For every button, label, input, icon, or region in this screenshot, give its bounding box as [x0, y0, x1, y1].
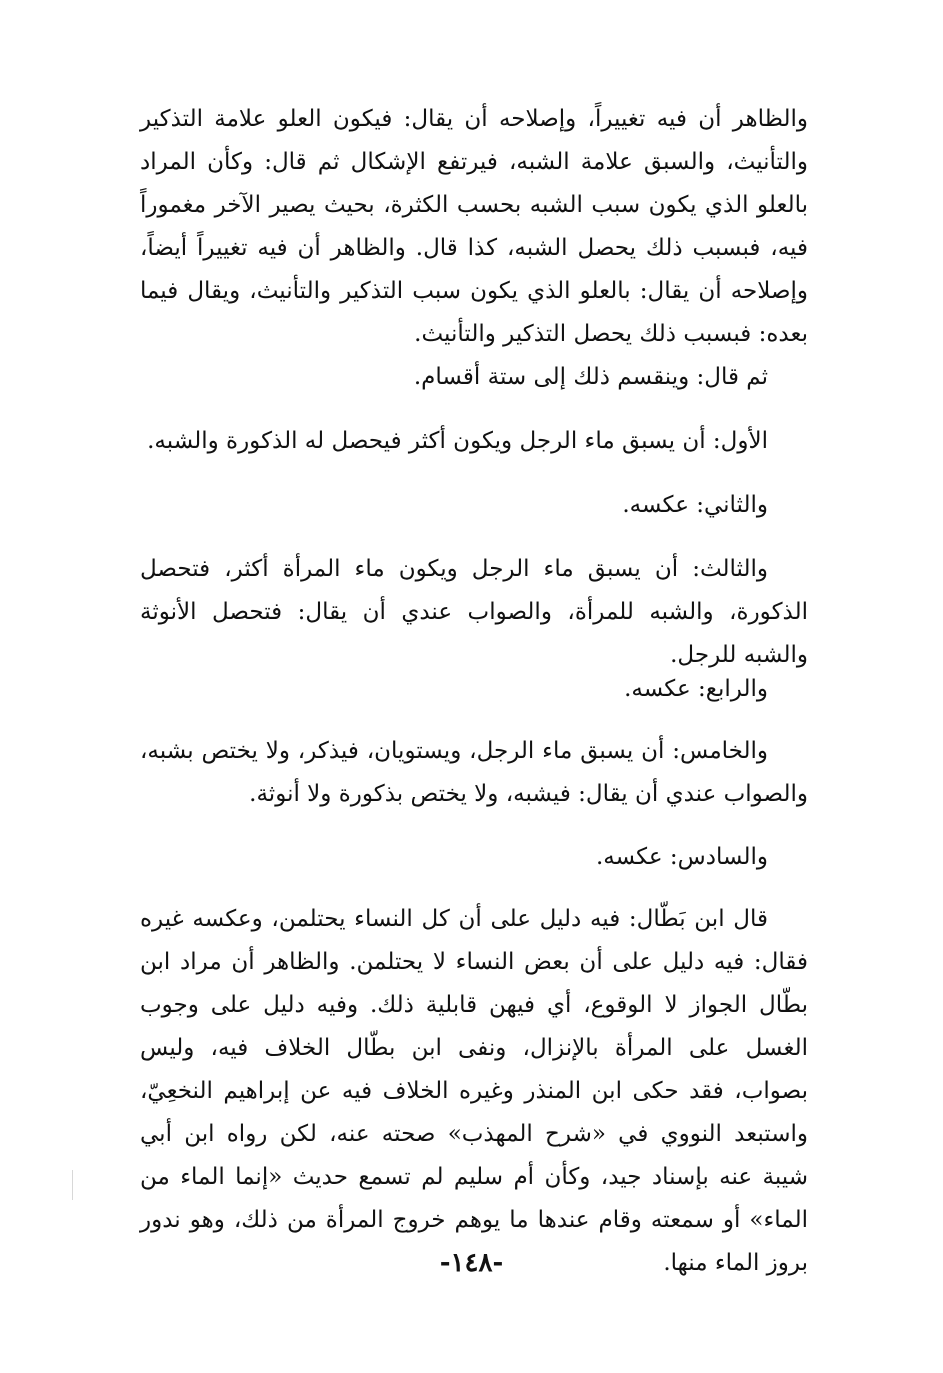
paragraph-fifth: والخامس: أن يسبق ماء الرجل، ويستويان، فيذكر، ولا يختص بشبه، والصواب عندي أن يقال: فيشبه، ولا يختص بذكورة ولا أنوثة. — [140, 738, 808, 807]
scan-edge-mark — [72, 1170, 73, 1200]
paragraph-sixth: والسادس: عكسه. — [596, 844, 768, 870]
paragraph-ibn-battal: قال ابن بَطّال: فيه دليل على أن كل النساء يحتلمن، وعكسه غيره فقال: فيه دليل على أن بعض النساء لا يحتلمن. والظاهر أن مراد ابن بطّال الجواز لا الوقوع، أي فيهن قابلية ذلك. وفيه دليل على وجوب الغسل على المرأة بالإنزال، ونفى ابن بطّال الخلاف فيه، وليس بصواب، فقد حكى ابن المنذر وغيره الخلاف فيه عن إبراهيم النخعِيّ، واستبعد النووي في «شرح المهذب» صحته عنه، لكن رواه ابن أبي شيبة عنه بإسناد جيد، وكأن أم سليم لم تسمع حديث «إنما الماء من الماء» أو سمعته وقام عندها ما يوهم خروج المرأة من ذلك، وهو ندور بروز الماء منها. — [140, 906, 808, 1276]
paragraph-six-divisions: ثم قال: وينقسم ذلك إلى ستة أقسام. — [413, 364, 768, 390]
paragraph-first: الأول: أن يسبق ماء الرجل ويكون أكثر فيحصل له الذكورة والشبه. — [147, 428, 768, 454]
page-number: -١٤٨- — [439, 1248, 504, 1278]
paragraph-second: والثاني: عكسه. — [622, 492, 768, 518]
paragraph-third: والثالث: أن يسبق ماء الرجل ويكون ماء المرأة أكثر، فتحصل الذكورة، والشبه للمرأة، والصواب عندي أن يقال: فتحصل الأنوثة والشبه للرجل. — [140, 556, 808, 668]
paragraph-fourth: والرابع: عكسه. — [624, 676, 768, 702]
paragraph-intro: والظاهر أن فيه تغييراً، وإصلاحه أن يقال: فيكون العلو علامة التذكير والتأنيث، والسبق علامة الشبه، فيرتفع الإشكال ثم قال: وكأن المراد بالعلو الذي يكون سبب الشبه بحسب الكثرة، بحيث يصير الآخر مغموراً فيه، فبسبب ذلك يحصل الشبه، كذا قال. والظاهر أن فيه تغييراً أيضاً، وإصلاحه أن يقال: بالعلو الذي يكون سبب التذكير والتأنيث، ويقال فيما بعده: فبسبب ذلك يحصل التذكير والتأنيث. — [140, 106, 808, 347]
